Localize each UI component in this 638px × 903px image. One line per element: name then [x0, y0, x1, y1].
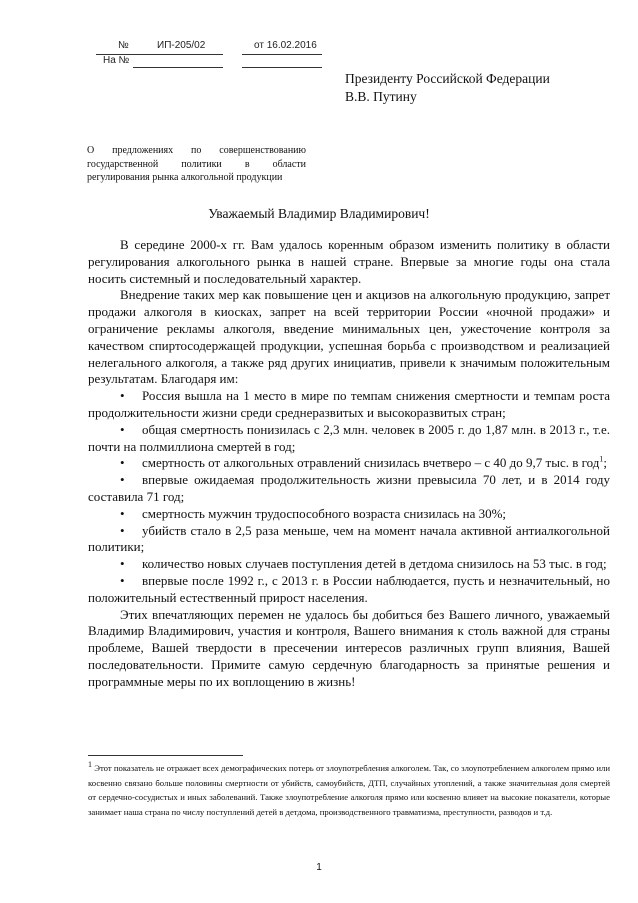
- bullet-icon: •: [120, 455, 125, 471]
- salutation: Уважаемый Владимир Владимирович!: [208, 206, 430, 221]
- footnote-text: Этот показатель не отражает всех демографических потерь от злоупотребления алкоголем. Так, со злоупотреблением алкоголем прямо или косвенно связано больше половины смертности от убийств, самоубийств, ДТП, случайных утоплений, а также значительная доля смертей от сердечно-сосудистых и иных заболеваний. Также злоупотребление алкоголя прямо или косвенно влияет на высокие показатели, которые занимает наша страна по числу поступлений детей в детдома, производственного травматизма, преступности, разводов и т.д.: [88, 763, 611, 817]
- number-value: ИП-205/02: [157, 40, 206, 51]
- bullet-icon: •: [120, 572, 125, 588]
- bullet-item-8: • впервые после 1992 г., с 2013 г. в России наблюдается, пусть и незначительный, но положительный естественный прирост населения.: [88, 572, 610, 605]
- bullet-item-6: • убийств стало в 2,5 раза меньше, чем на момент начала активной антиалкогольной политики;: [88, 522, 610, 555]
- letter-body: [88, 237, 610, 691]
- bullet-item-5: • смертность мужчин трудоспособного возраста снизилась на 30%;: [120, 505, 507, 521]
- bullet-icon: •: [120, 522, 125, 538]
- bullet-item-2: • общая смертность понизилась с 2,3 млн. человек в 2005 г. до 1,87 млн. в 2013 г., т.е. почти на полмиллиона смертей в год;: [88, 421, 610, 454]
- bullet-item-7: • количество новых случаев поступления детей в детдома снизилось на 53 тыс. в год;: [120, 556, 607, 572]
- date-text: от 16.02.2016: [254, 40, 317, 51]
- bullet-icon: •: [120, 421, 125, 437]
- bullet-icon: •: [120, 388, 125, 404]
- paragraph-2: Внедрение таких мер как повышение цен и акцизов на алкогольную продукцию, запрет продажи алкоголя в киосках, запрет на всей территории России «ночной продажи» и ограничение рекламы алкоголя, введение минимальных цен, ужесточение контроля за качеством спиртосодержащей продукции, успешная борьба с производством и реализацией нелегального алкоголя, а также ряд других инициатив, привели к значимым положительным результатам. Благодаря им:: [88, 287, 610, 387]
- addressee-line2: В.В. Путину: [345, 89, 417, 104]
- ref-date-underline: [242, 67, 322, 68]
- bullet-icon: •: [120, 472, 125, 488]
- number-label: №: [118, 40, 129, 51]
- footnote-divider: [88, 755, 243, 756]
- paragraph-1: В середине 2000-х гг. Вам удалось коренным образом изменить политику в области регулирования алкогольного рынка в нашей стране. Впервые за многие годы она стала носить системный и последовательный характер.: [88, 237, 610, 286]
- addressee-line1: Президенту Российской Федерации: [345, 71, 550, 86]
- bullet-item-3: • смертность от алкогольных отравлений снизилась вчетверо – с 40 до 9,7 тыс. в год$^1$;: [120, 455, 607, 471]
- bullet-icon: •: [120, 505, 125, 521]
- letter-subject: О предложениях по совершенствованию государственной политики в области регулирования рынка алкогольной продукции: [87, 145, 306, 183]
- footnote: [88, 761, 610, 819]
- footnote-ref: 1: [599, 455, 604, 465]
- page-number: 1: [316, 862, 322, 873]
- bullet-icon: •: [120, 556, 125, 572]
- date-underline: [242, 54, 322, 55]
- ref-label: На №: [103, 55, 130, 66]
- footnote-marker: 1: [88, 760, 92, 770]
- bullet-item-4: • впервые ожидаемая продолжительность жизни превысила 70 лет, и в 2014 году составила 71 год;: [88, 472, 610, 504]
- bullet-item-1: • Россия вышла на 1 место в мире по темпам снижения смертности и темпам роста продолжительности жизни среди среднеразвитых и высокоразвитых стран;: [88, 388, 610, 420]
- ref-number-underline: [133, 67, 223, 68]
- addressee-block: [345, 70, 550, 106]
- paragraph-3: Этих впечатляющих перемен не удалось бы добиться без Вашего личного, уважаемый Владимир Владимирович, участия и контроля, Вашего внимания к столь важной для страны проблеме, Вашей твердости в пресечении интересов различных групп влияния, Вашей последовательности. Примите самую сердечную благодарность за принятые решения и программные меры по их воплощению в жизнь!: [88, 606, 610, 689]
